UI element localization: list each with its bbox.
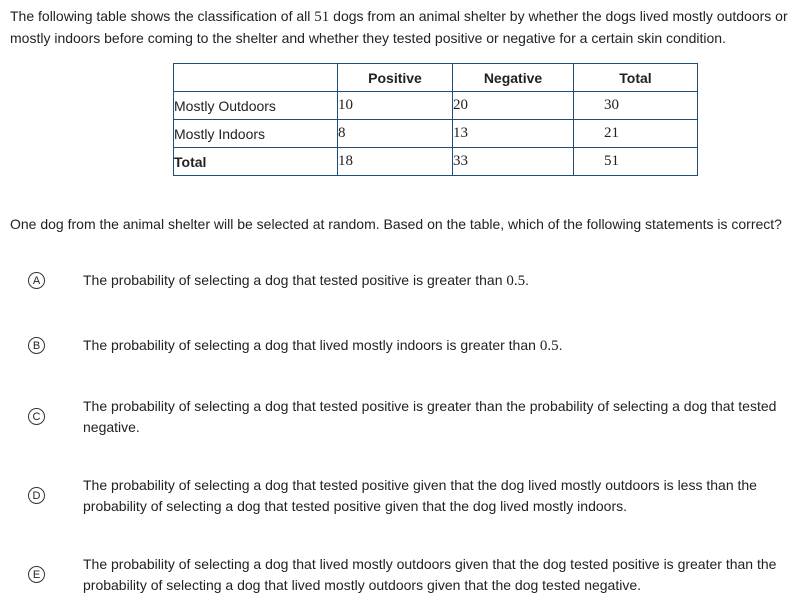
choice-text-b xyxy=(83,335,788,357)
choice-a-text: The probability of selecting a dog that tested positive is greater than xyxy=(83,272,507,288)
choice-text-d: The probability of selecting a dog that tested positive given that the dog lived mostly outdoors is less than the probability of selecting a dog that tested positive given that the dog lived mostly indoors. xyxy=(83,477,757,514)
table-header-total: Total xyxy=(574,64,698,92)
classification-table xyxy=(173,63,698,176)
cell-indoors-positive: 8 xyxy=(338,120,453,148)
question-stem xyxy=(10,6,800,49)
choice-a-period: . xyxy=(525,272,530,288)
table-row xyxy=(174,120,698,148)
stem-text-start: The following table shows the classification of all xyxy=(10,8,315,24)
choice-letter-a[interactable]: A xyxy=(28,272,45,289)
table-row xyxy=(174,92,698,120)
choice-a-number: 0.5 xyxy=(506,273,526,289)
choice-letter-c[interactable]: C xyxy=(28,408,45,425)
table-header-blank xyxy=(174,64,338,92)
question-prompt: One dog from the animal shelter will be selected at random. Based on the table, which of the following statements is correct? xyxy=(10,216,782,232)
table-header-positive: Positive xyxy=(338,64,453,92)
cell-outdoors-positive: 10 xyxy=(338,92,453,120)
table-row xyxy=(174,148,698,176)
row-label-outdoors: Mostly Outdoors xyxy=(174,92,338,120)
choice-text-e: The probability of selecting a dog that lived mostly outdoors given that the dog tested positive is greater than the probability of selecting a dog that lived mostly outdoors given that the dog tested negative. xyxy=(83,556,777,593)
choice-b-number: 0.5 xyxy=(539,338,559,354)
stem-text-end: dogs from an animal shelter by whether the dogs lived mostly outdoors or mostly indoors before coming to the shelter and whether they tested positive or negative for a certain skin condition. xyxy=(10,8,788,46)
cell-outdoors-negative: 20 xyxy=(453,92,574,120)
choice-b-period: . xyxy=(558,337,563,353)
stem-dog-count: 51 xyxy=(314,9,330,25)
choice-b-text: The probability of selecting a dog that lived mostly indoors is greater than xyxy=(83,337,540,353)
row-label-total: Total xyxy=(174,148,338,176)
choice-letter-b[interactable]: B xyxy=(28,337,45,354)
table-header-row xyxy=(174,64,698,92)
cell-total-positive: 18 xyxy=(338,148,453,176)
choice-letter-e[interactable]: E xyxy=(28,566,45,583)
choice-text-c: The probability of selecting a dog that tested positive is greater than the probability of selecting a dog that tested negative. xyxy=(83,398,777,435)
cell-indoors-total: 21 xyxy=(574,120,698,148)
choice-letter-d[interactable]: D xyxy=(28,487,45,504)
cell-outdoors-total: 30 xyxy=(574,92,698,120)
cell-indoors-negative: 13 xyxy=(453,120,574,148)
row-label-indoors: Mostly Indoors xyxy=(174,120,338,148)
table-header-negative: Negative xyxy=(453,64,574,92)
cell-total-negative: 33 xyxy=(453,148,574,176)
choice-text-a xyxy=(83,270,788,292)
cell-grand-total: 51 xyxy=(574,148,698,176)
